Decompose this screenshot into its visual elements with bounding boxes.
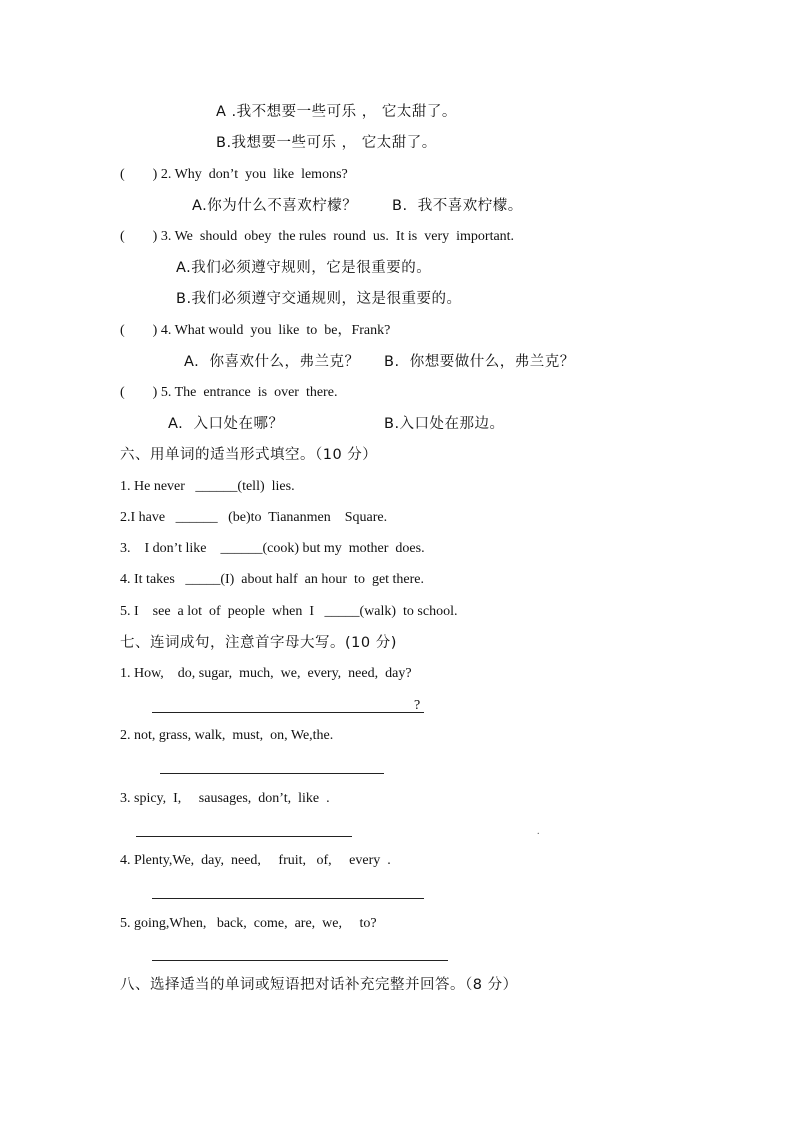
question-3-option-b: B.我们必须遵守交通规则，这是很重要的。 — [176, 291, 462, 307]
question-4-option-a: A. 你喜欢什么，弗兰克？ — [184, 354, 360, 370]
fill-blank-item-5: 5. I see a lot of people when I _____(walk) to school. — [120, 604, 458, 619]
question-2-text: ( ) 2. Why don’t you like lemons? — [120, 167, 348, 182]
question-4-option-b: B. 你想要做什么，弗兰克？ — [384, 354, 575, 370]
answer-line-5 — [152, 960, 448, 961]
question-5-option-b: B.入口处在那边。 — [384, 416, 505, 432]
fill-blank-item-3: 3. I don’t like ______(cook) but my mother does. — [120, 541, 425, 556]
question-2-option-a: A.你为什么不喜欢柠檬？ — [192, 198, 358, 214]
prev-question-option-b: B.我想要一些可乐 ， 它太甜了。 — [216, 135, 437, 151]
answer-line-1-end-mark: ? — [414, 698, 421, 713]
question-3-text: ( ) 3. We should obey the rules round us. It is very important. — [120, 229, 515, 244]
reorder-item-2-prompt: 2. not, grass, walk, must, on, We,the. — [120, 728, 334, 743]
answer-line-2 — [160, 773, 384, 774]
reorder-item-5-prompt: 5. going,When, back, come, are, we, to? — [120, 916, 377, 931]
section-7-heading: 七、连词成句，注意首字母大写。(10 分) — [120, 635, 397, 651]
reorder-item-4-prompt: 4. Plenty,We, day, need, fruit, of, every . — [120, 853, 391, 868]
answer-line-1 — [152, 712, 424, 713]
answer-line-3 — [136, 836, 352, 837]
question-2-option-b: B. 我不喜欢柠檬。 — [392, 198, 523, 214]
prev-question-option-a: A .我不想要一些可乐 ， 它太甜了。 — [216, 104, 457, 120]
reorder-item-1-prompt: 1. How, do, sugar, much, we, every, need, day? — [120, 666, 412, 681]
section-6-heading: 六、用单词的适当形式填空。（10 分） — [120, 447, 378, 463]
fill-blank-item-2: 2.I have ______ (be)to Tiananmen Square. — [120, 510, 388, 525]
fill-blank-item-4: 4. It takes _____(I) about half an hour to get there. — [120, 572, 425, 587]
question-3-option-a: A.我们必须遵守规则，它是很重要的。 — [176, 260, 432, 276]
fill-blank-item-1: 1. He never ______(tell) lies. — [120, 479, 295, 494]
question-4-text: ( ) 4. What would you like to be，Frank? — [120, 323, 391, 338]
stray-mark: . — [537, 826, 540, 837]
section-8-heading: 八、选择适当的单词或短语把对话补充完整并回答。（8 分） — [120, 977, 518, 993]
question-5-text: ( ) 5. The entrance is over there. — [120, 385, 338, 400]
question-5-option-a: A. 入口处在哪？ — [168, 416, 284, 432]
answer-line-4 — [152, 898, 424, 899]
reorder-item-3-prompt: 3. spicy, I, sausages, don’t, like . — [120, 791, 330, 806]
